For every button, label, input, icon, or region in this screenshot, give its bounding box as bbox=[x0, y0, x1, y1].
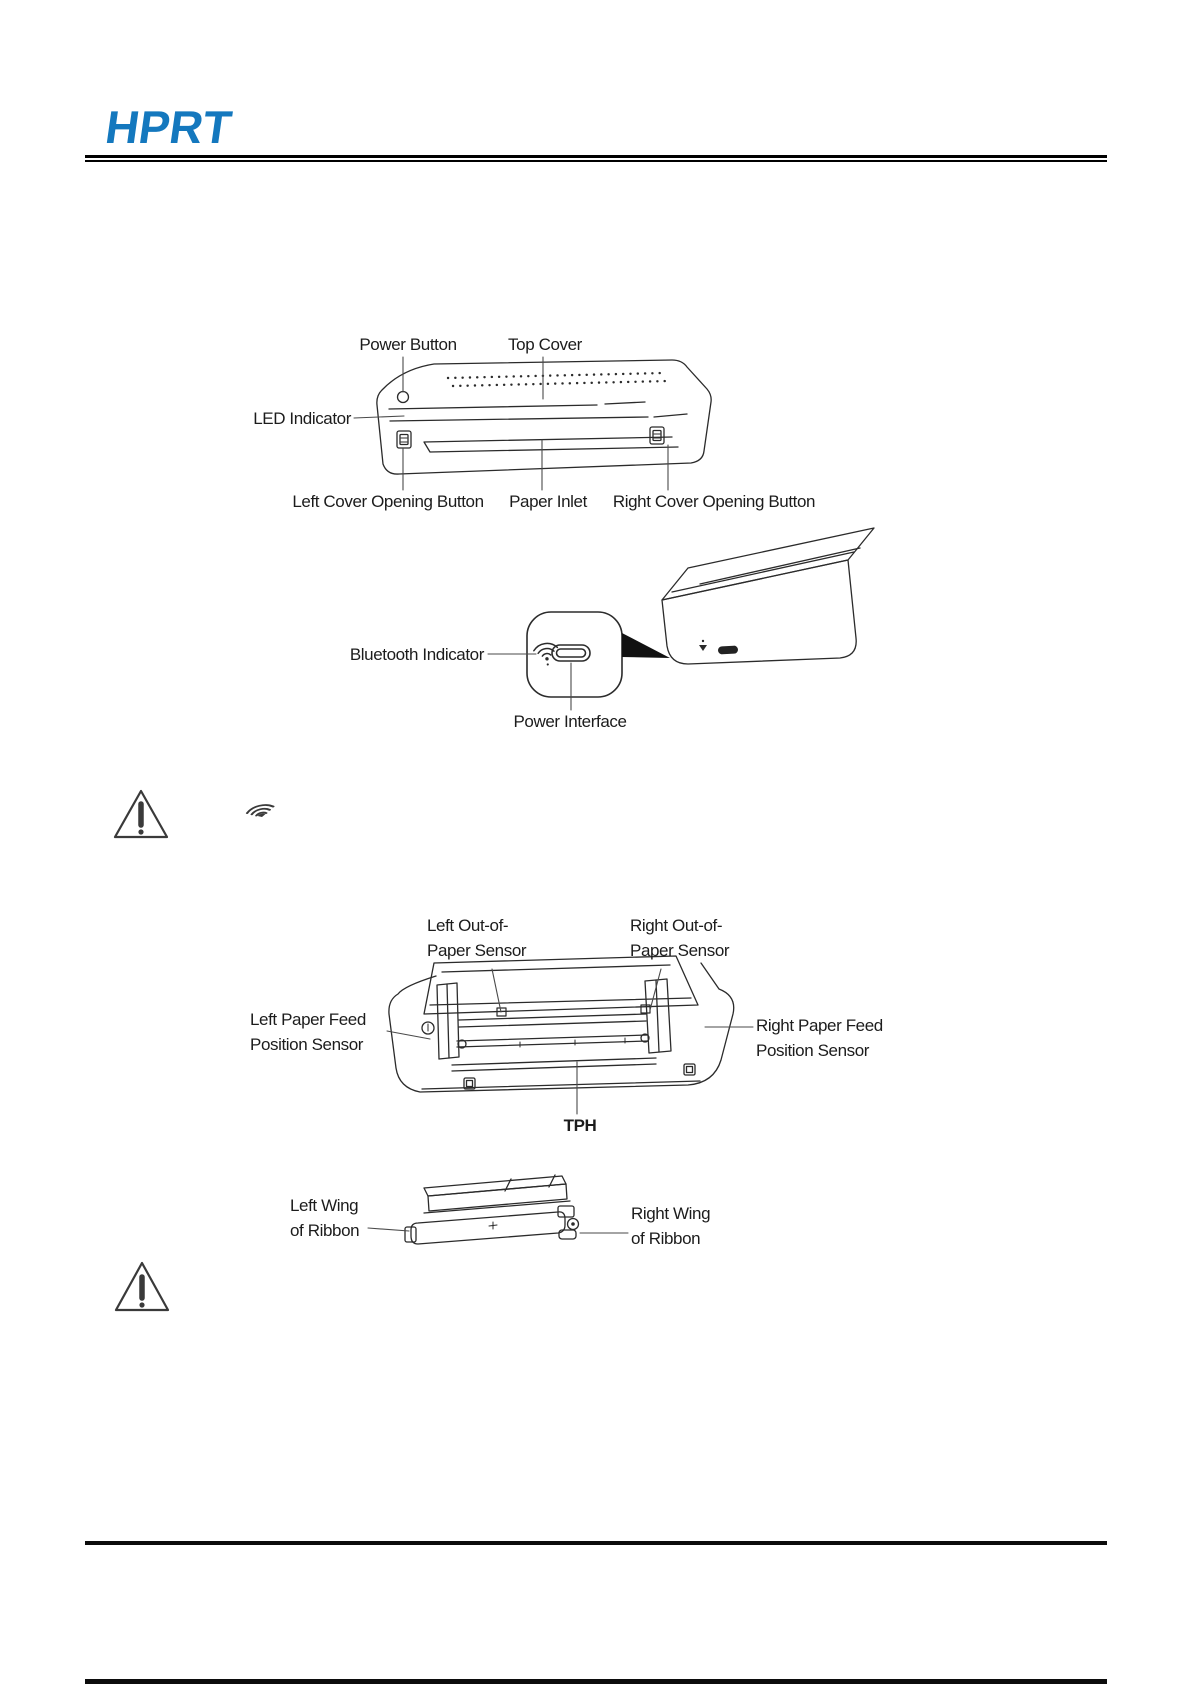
hprt-logo: HPRT bbox=[102, 101, 235, 153]
left-paper-feed-position-sensor-label: Left Paper Feed Position Sensor bbox=[250, 1010, 366, 1054]
callout-lines bbox=[368, 1228, 628, 1233]
power-button-icon bbox=[398, 392, 409, 403]
wireless-signal-icon bbox=[246, 803, 275, 821]
power-interface-label: Power Interface bbox=[513, 712, 627, 731]
paper-inlet-slot bbox=[424, 437, 678, 452]
port-slot-icon bbox=[718, 645, 738, 654]
warning-triangle-icon bbox=[115, 791, 167, 837]
tph-bar bbox=[452, 1058, 656, 1071]
power-interface-detail-drawing bbox=[488, 528, 874, 710]
footer-rule bbox=[85, 1541, 1107, 1545]
left-out-of-paper-sensor-label: Left Out-of- Paper Sensor bbox=[427, 916, 527, 960]
tph-label: TPH bbox=[563, 1116, 597, 1135]
platen-roller bbox=[457, 1035, 648, 1047]
led-indicator-label: LED Indicator bbox=[253, 409, 351, 428]
warning-triangle-icon bbox=[116, 1263, 168, 1310]
zoom-callout-bubble bbox=[527, 612, 622, 697]
right-cover-opening-button-icon bbox=[650, 427, 664, 444]
printer-inside-view-drawing bbox=[387, 956, 753, 1114]
right-cover-opening-button-label: Right Cover Opening Button bbox=[612, 492, 816, 511]
page-bottom-rule bbox=[85, 1679, 1107, 1684]
bluetooth-indicator-label: Bluetooth Indicator bbox=[349, 645, 484, 664]
top-cover-label: Top Cover bbox=[508, 335, 582, 354]
wireless-dot-icon bbox=[699, 645, 707, 651]
pointer-wedge bbox=[622, 633, 670, 658]
paper-inlet-label: Paper Inlet bbox=[509, 492, 587, 511]
left-cover-opening-button-label: Left Cover Opening Button bbox=[292, 492, 484, 511]
left-wing-of-ribbon-label: Left Wing of Ribbon bbox=[290, 1196, 360, 1240]
left-cover-opening-button-icon bbox=[397, 431, 411, 448]
printer-front-view-drawing bbox=[354, 357, 711, 490]
right-wing-of-ribbon-label: Right Wing of Ribbon bbox=[631, 1204, 711, 1248]
right-out-of-paper-sensor-label: Right Out-of- Paper Sensor bbox=[630, 916, 730, 960]
printer-3d-view-drawing bbox=[662, 528, 874, 664]
ribbon-cartridge-drawing bbox=[368, 1175, 628, 1244]
power-button-label: Power Button bbox=[359, 335, 457, 354]
right-paper-feed-position-sensor-label: Right Paper Feed Position Sensor bbox=[756, 1016, 883, 1060]
callout-lines bbox=[387, 969, 753, 1114]
